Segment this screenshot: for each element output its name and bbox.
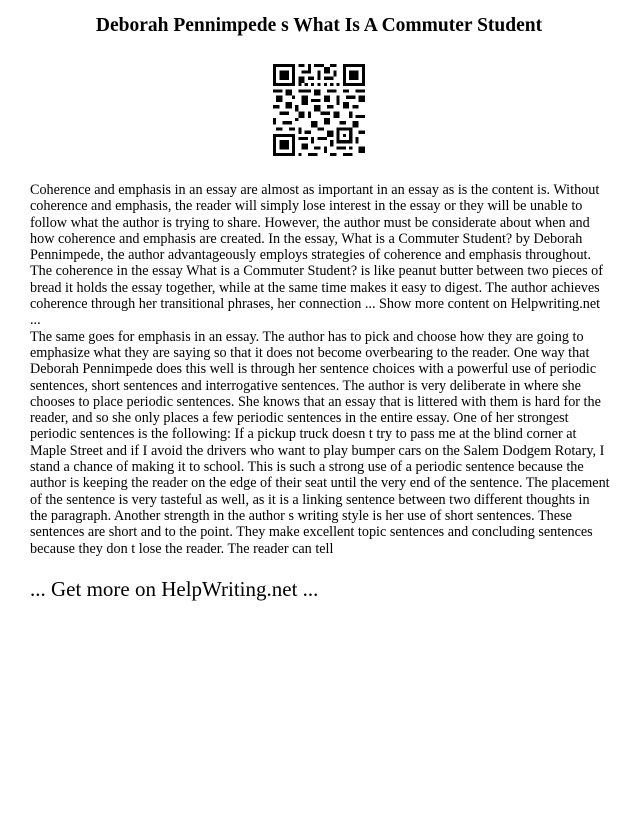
essay-body: [30, 182, 610, 557]
paragraph: The same goes for emphasis in an essay. The author has to pick and choose how they are going to emphasize what they are saying so that it does not become overbearing to the reader. One way that Deborah Pennimpede does this well is through her sentence choices with a powerful use of periodic sentences, short sentences and interrogative sentences. The author is very deliberate in where she chooses to place periodic sentences. She knows that an essay that is littered with them is hard for the reader, and so she only places a few periodic sentences in the entire essay. One of her strongest periodic sentences is the following: If a pickup truck doesn t try to pass me at the blind corner at Maple Street and if I avoid the drivers who want to play bumper cars on the Salem Dodgem Rotary, I stand a chance of making it to school. This is such a strong use of a periodic sentence because the author is keeping the reader on the edge of their seat until the very end of the sentence. The placement of the sentence is very tasteful as well, as it is a linking sentence between two different thoughts in the paragraph. Another strength in the author s writing style is her use of short sentences. These sentences are short and to the point. They make excellent topic sentences and concluding sentences because they don t lose the reader. The reader can tell: [30, 328, 610, 557]
qr-code-icon[interactable]: [273, 64, 365, 156]
get-more-link[interactable]: ... Get more on HelpWriting.net ...: [30, 577, 319, 601]
paragraph: Coherence and emphasis in an essay are almost as important in an essay as is the content is. Without coherence and emphasis, the reader will simply lose interest in the essay or they will be unable to follow what the author is trying to share. However, the author must be considerate about when and how coherence and emphasis are created. In the essay, What is a Commuter Student? by Deborah Pennimpede, the author advantageously employs strategies of coherence and emphasis throughout. The coherence in the essay What is a Commuter Student? is like peanut butter between two pieces of bread it holds the essay together, while at the same time makes it easy to digest. The author achieves coherence through her transitional phrases, her connection ... Show more content on Helpwriting.net ...: [30, 182, 603, 329]
page-title: Deborah Pennimpede s What Is A Commuter Student: [95, 15, 543, 36]
